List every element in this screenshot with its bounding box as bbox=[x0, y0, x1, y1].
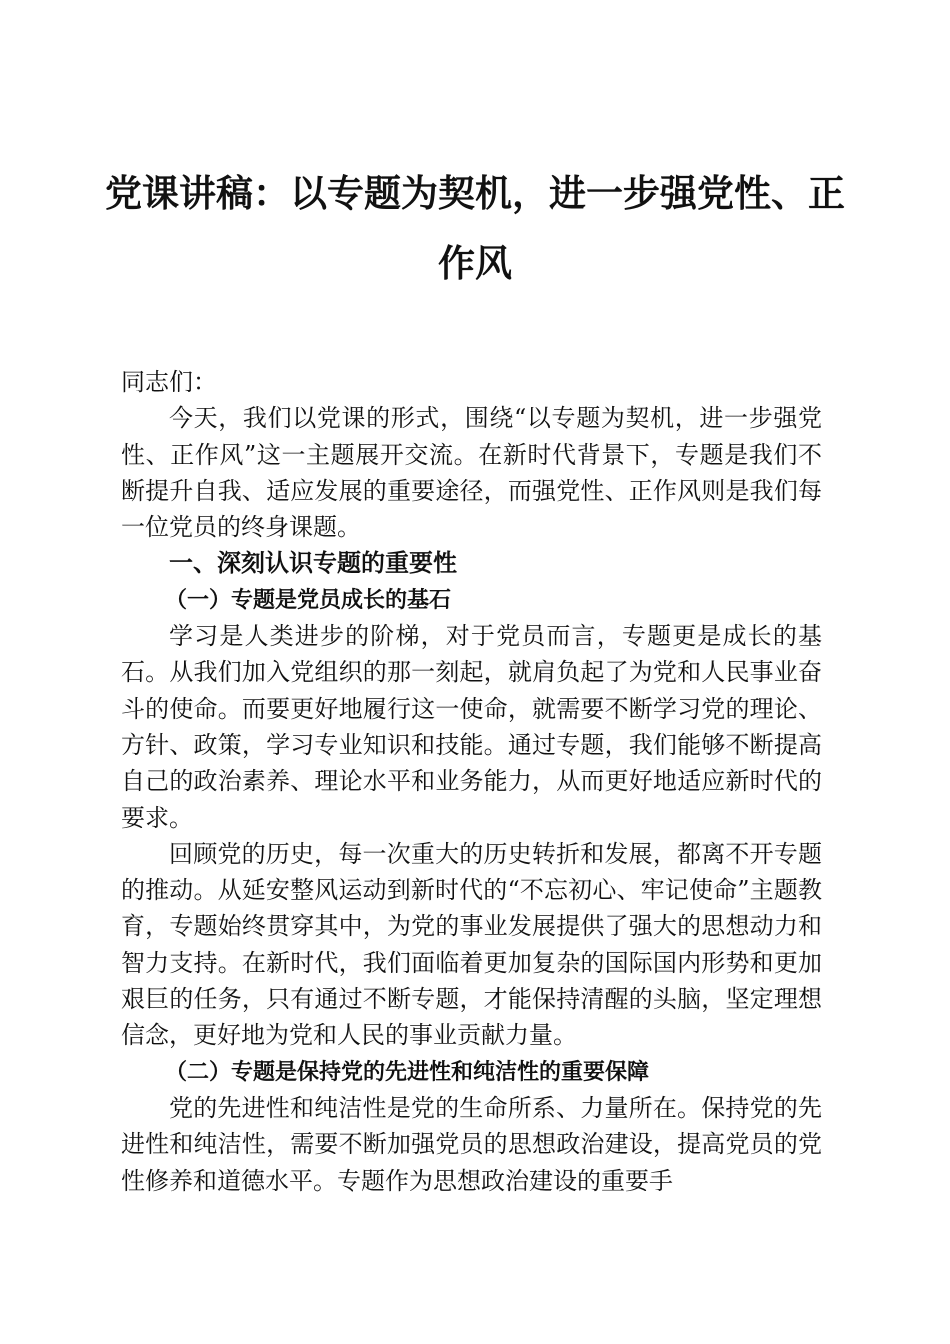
subsection-heading-2: （二）专题是保持党的先进性和纯洁性的重要保障 bbox=[165, 1058, 650, 1085]
document-title-line-2: 作风 bbox=[438, 242, 512, 285]
intro-paragraph: 今天，我们以党课的形式，围绕“以专题为契机，进一步强党性、正作风”这一主题展开交流。在新时代背景下，专题是我们不断提升自我、适应发展的重要途径，而强党性、正作风则是我们每一位党员的终身课题。 bbox=[121, 404, 822, 542]
salutation: 同志们： bbox=[121, 368, 217, 396]
document-title-line-1: 党课讲稿：以专题为契机，进一步强党性、正 bbox=[105, 172, 845, 215]
section-heading-1: 一、深刻认识专题的重要性 bbox=[169, 549, 457, 578]
document-body bbox=[121, 364, 822, 1199]
body-paragraph: 回顾党的历史，每一次重大的历史转折和发展，都离不开专题的推动。从延安整风运动到新时代的“不忘初心、牢记使命”主题教育，专题始终贯穿其中，为党的事业发展提供了强大的思想动力和智力支持。在新时代，我们面临着更加复杂的国际国内形势和更加艰巨的任务，只有通过不断专题，才能保持清醒的头脑，坚定理想信念，更好地为党和人民的事业贡献力量。 bbox=[121, 839, 822, 1050]
subsection-heading-1: （一）专题是党员成长的基石 bbox=[165, 586, 452, 613]
body-paragraph: 学习是人类进步的阶梯，对于党员而言，专题更是成长的基石。从我们加入党组织的那一刻起，就肩负起了为党和人民事业奋斗的使命。而要更好地履行这一使命，就需要不断学习党的理论、方针、政策，学习专业知识和技能。通过专题，我们能够不断提高自己的政治素养、理论水平和业务能力，从而更好地适应新时代的要求。 bbox=[121, 622, 822, 832]
body-paragraph: 党的先进性和纯洁性是党的生命所系、力量所在。保持党的先进性和纯洁性，需要不断加强党员的思想政治建设，提高党员的党性修养和道德水平。专题作为思想政治建设的重要手 bbox=[121, 1093, 822, 1195]
